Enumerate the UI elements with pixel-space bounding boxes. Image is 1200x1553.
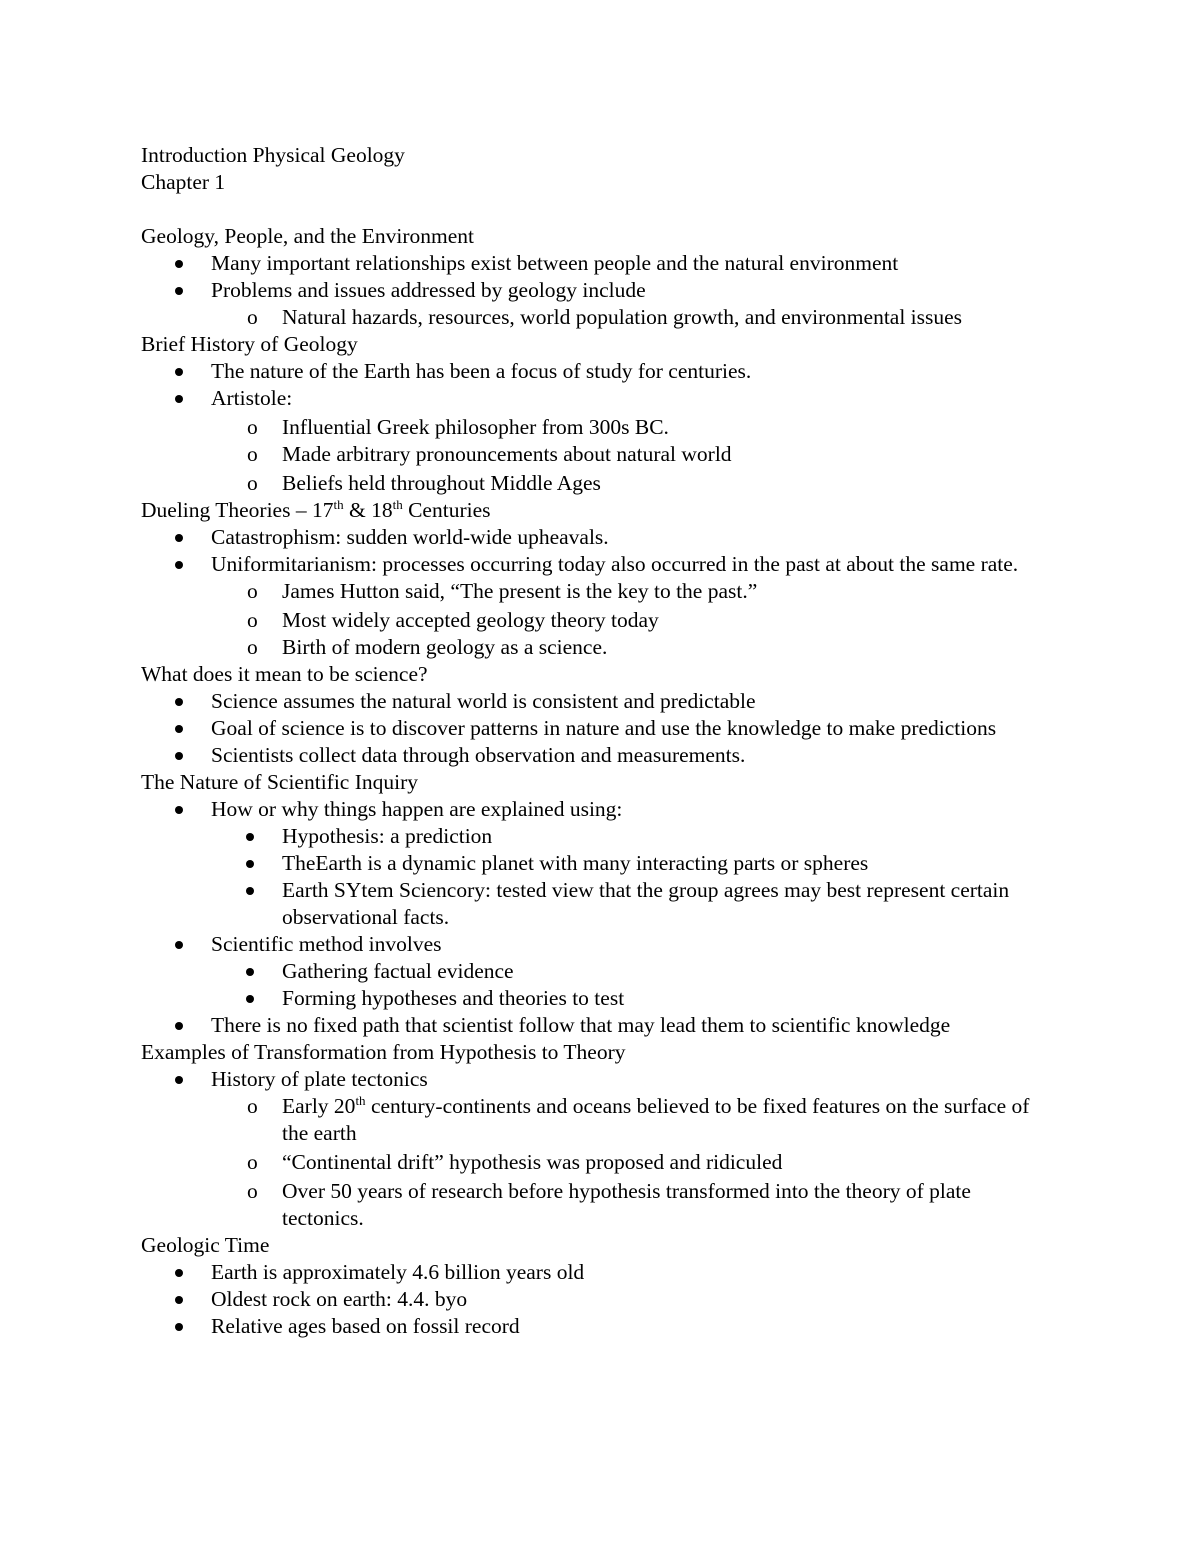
bullet-circle-icon: o bbox=[247, 1179, 258, 1203]
bullet-dot-icon bbox=[175, 561, 183, 569]
bullet-dot-icon bbox=[175, 752, 183, 760]
document-title: Introduction Physical Geology bbox=[141, 143, 405, 167]
document-page bbox=[141, 142, 1071, 1340]
bullet-dot-icon bbox=[175, 1076, 183, 1084]
sub-list-item: o Made arbitrary pronouncements about natural world bbox=[247, 442, 732, 466]
bullet-dot-icon bbox=[246, 995, 254, 1003]
bullet-dot-icon bbox=[175, 260, 183, 268]
sub-list-item: Earth SYtem Sciencory: tested view that the group agrees may best represent certain observational facts. bbox=[141, 877, 1071, 931]
bullet-circle-icon: o bbox=[247, 1150, 258, 1174]
list-item: Artistole: bbox=[141, 385, 1071, 412]
list-item: Oldest rock on earth: 4.4. byo bbox=[141, 1286, 1071, 1313]
list-item: Relative ages based on fossil record bbox=[141, 1313, 1071, 1340]
chapter-label: Chapter 1 bbox=[141, 170, 226, 194]
sub-list-item: o James Hutton said, “The present is the key to the past.” bbox=[247, 579, 758, 603]
section-heading: Brief History of Geology bbox=[141, 332, 358, 356]
section-heading: Examples of Transformation from Hypothesis to Theory bbox=[141, 1040, 626, 1064]
sub-list-item: o Beliefs held throughout Middle Ages bbox=[247, 471, 601, 495]
sub-list-item: o “Continental drift” hypothesis was proposed and ridiculed bbox=[247, 1150, 783, 1174]
list-item: History of plate tectonics bbox=[141, 1066, 1071, 1093]
list-item: Scientific method involves bbox=[141, 931, 1071, 958]
list-item: How or why things happen are explained using: bbox=[141, 796, 1071, 823]
bullet-dot-icon bbox=[175, 395, 183, 403]
section-heading: The Nature of Scientific Inquiry bbox=[141, 770, 419, 794]
bullet-dot-icon bbox=[175, 1269, 183, 1277]
bullet-dot-icon bbox=[246, 860, 254, 868]
section-heading: What does it mean to be science? bbox=[141, 662, 428, 686]
bullet-dot-icon bbox=[246, 833, 254, 841]
bullet-dot-icon bbox=[175, 1323, 183, 1331]
list-item: The nature of the Earth has been a focus of study for centuries. bbox=[141, 358, 1071, 385]
bullet-circle-icon: o bbox=[247, 579, 258, 603]
bullet-dot-icon bbox=[246, 887, 254, 895]
sub-list-item: o Influential Greek philosopher from 300s BC. bbox=[247, 415, 669, 439]
bullet-dot-icon bbox=[175, 698, 183, 706]
bullet-dot-icon bbox=[175, 941, 183, 949]
sub-list-item: o Most widely accepted geology theory today bbox=[247, 608, 659, 632]
list-item: There is no fixed path that scientist follow that may lead them to scientific knowledge bbox=[141, 1012, 1071, 1039]
sub-list-item: Forming hypotheses and theories to test bbox=[141, 985, 1071, 1012]
sub-list-item: o Early 20th century-continents and oceans believed to be fixed features on the surface of the earth bbox=[247, 1093, 1030, 1145]
bullet-circle-icon: o bbox=[247, 305, 258, 329]
bullet-circle-icon: o bbox=[247, 442, 258, 466]
list-item: Science assumes the natural world is consistent and predictable bbox=[141, 688, 1071, 715]
sub-list-item: Hypothesis: a prediction bbox=[141, 823, 1071, 850]
bullet-circle-icon: o bbox=[247, 635, 258, 659]
list-item: Uniformitarianism: processes occurring today also occurred in the past at about the same rate. bbox=[141, 551, 1071, 578]
section-heading: Dueling Theories – 17th & 18th Centuries bbox=[141, 497, 491, 522]
list-item: Earth is approximately 4.6 billion years old bbox=[141, 1259, 1071, 1286]
blank-line bbox=[141, 196, 1071, 223]
section-heading: Geologic Time bbox=[141, 1233, 270, 1257]
bullet-circle-icon: o bbox=[247, 471, 258, 495]
list-item: Catastrophism: sudden world-wide upheavals. bbox=[141, 524, 1071, 551]
sub-list-item: Gathering factual evidence bbox=[141, 958, 1071, 985]
sub-list-item: o Natural hazards, resources, world population growth, and environmental issues bbox=[247, 305, 963, 329]
bullet-dot-icon bbox=[175, 534, 183, 542]
bullet-dot-icon bbox=[175, 725, 183, 733]
bullet-dot-icon bbox=[175, 1296, 183, 1304]
bullet-dot-icon bbox=[246, 968, 254, 976]
sub-list-item: o Over 50 years of research before hypothesis transformed into the theory of plate tectonics. bbox=[247, 1179, 971, 1230]
sub-list-item: o Birth of modern geology as a science. bbox=[247, 635, 608, 659]
section-heading: Geology, People, and the Environment bbox=[141, 224, 474, 248]
bullet-dot-icon bbox=[175, 1022, 183, 1030]
list-item: Scientists collect data through observation and measurements. bbox=[141, 742, 1071, 769]
bullet-circle-icon: o bbox=[247, 1094, 258, 1118]
bullet-circle-icon: o bbox=[247, 608, 258, 632]
list-item: Problems and issues addressed by geology include bbox=[141, 277, 1071, 304]
bullet-dot-icon bbox=[175, 368, 183, 376]
bullet-dot-icon bbox=[175, 287, 183, 295]
list-item: Goal of science is to discover patterns in nature and use the knowledge to make predictions bbox=[141, 715, 1071, 742]
bullet-dot-icon bbox=[175, 806, 183, 814]
sub-list-item: TheEarth is a dynamic planet with many interacting parts or spheres bbox=[141, 850, 1071, 877]
list-item: Many important relationships exist between people and the natural environment bbox=[141, 250, 1071, 277]
bullet-circle-icon: o bbox=[247, 415, 258, 439]
